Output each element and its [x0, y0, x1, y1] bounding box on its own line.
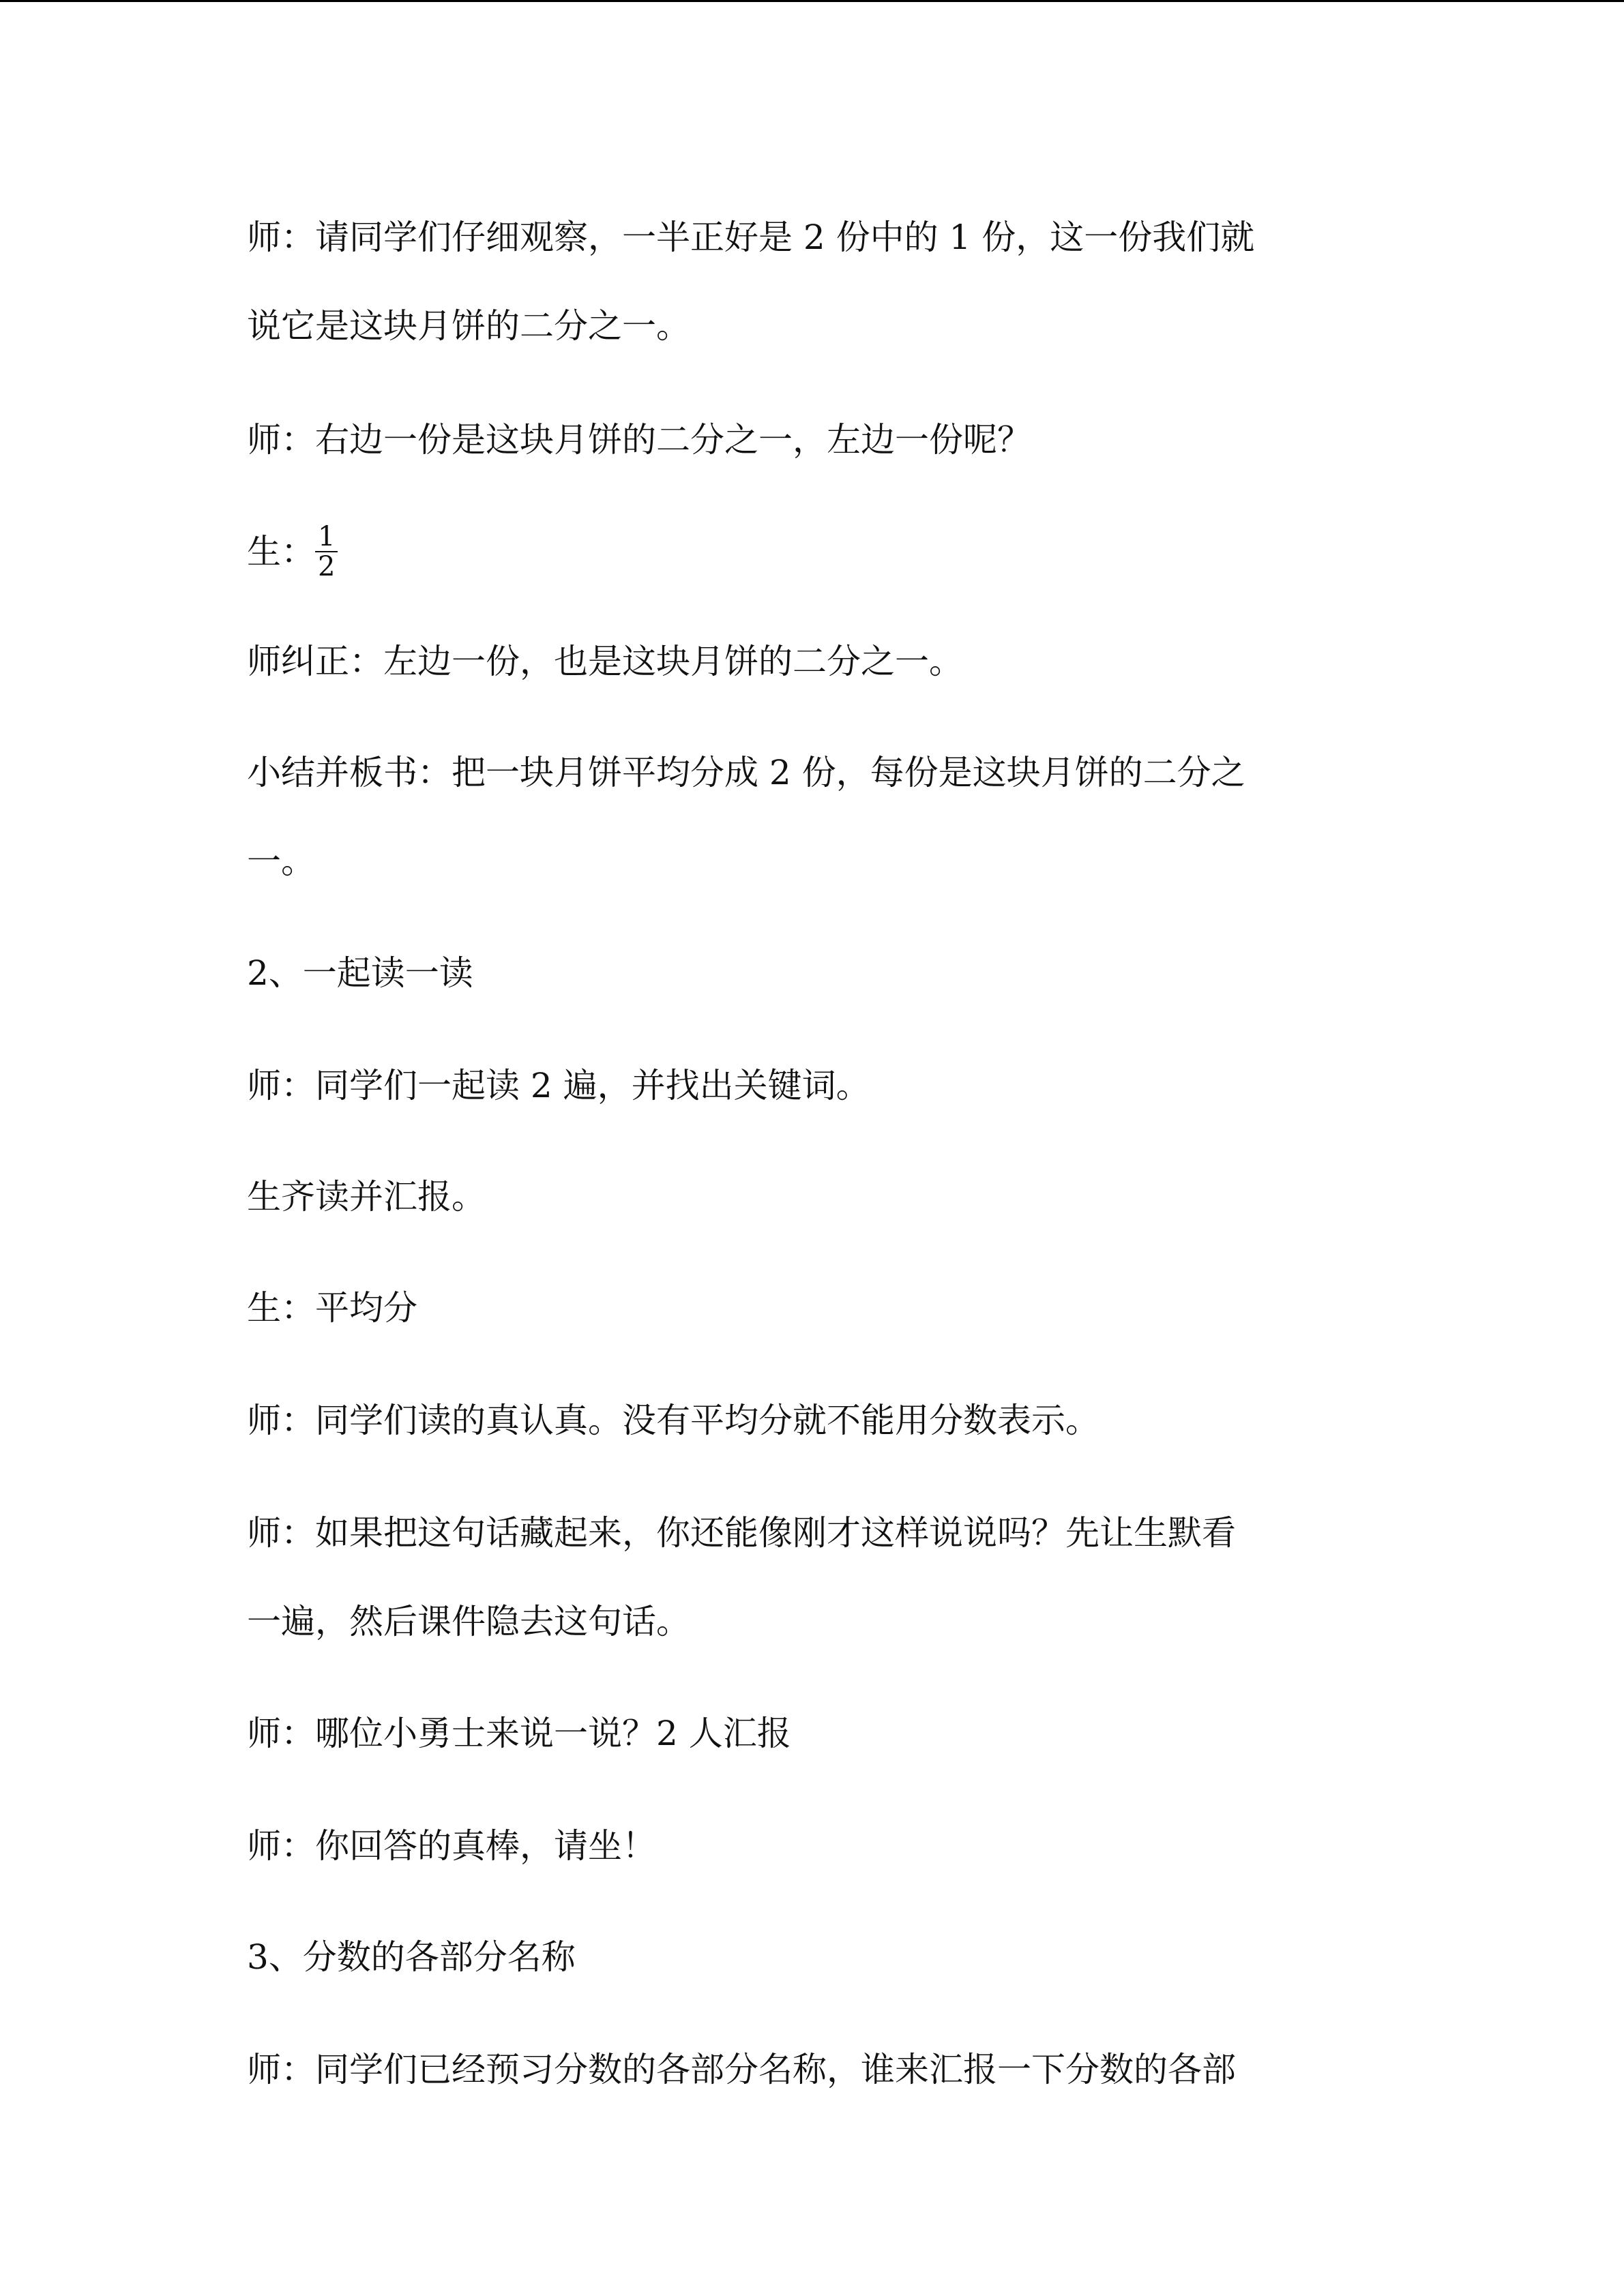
- fraction-numerator: 1: [315, 522, 338, 552]
- page-top-border: [0, 0, 1624, 2]
- paragraph-line: 师：右边一份是这块月饼的二分之一，左边一份呢？: [247, 420, 1031, 460]
- paragraph-line: 师：同学们一起读 2 遍，并找出关键词。: [247, 1066, 870, 1105]
- paragraph-line: 说它是这块月饼的二分之一。: [247, 306, 690, 346]
- section-heading: 2、一起读一读: [247, 953, 473, 993]
- fraction-one-half: [315, 522, 338, 581]
- student-answer-line: [247, 521, 338, 584]
- paragraph-line: 师：你回答的真棒，请坐！: [247, 1826, 656, 1866]
- paragraph-line: 小结并板书：把一块月饼平均分成 2 份，每份是这块月饼的二分之: [247, 753, 1245, 792]
- paragraph-line: 一。: [247, 841, 315, 881]
- paragraph-line: 师：如果把这句话藏起来，你还能像刚才这样说说吗？先让生默看: [247, 1513, 1236, 1553]
- paragraph-line: 师：同学们已经预习分数的各部分名称，谁来汇报一下分数的各部: [247, 2050, 1236, 2089]
- student-answer-prefix: 生：: [247, 532, 315, 571]
- paragraph-line: 生：平均分: [247, 1288, 417, 1328]
- paragraph-line: 一遍，然后课件隐去这句话。: [247, 1602, 690, 1641]
- paragraph-line: 生齐读并汇报。: [247, 1177, 486, 1217]
- paragraph-line: 师：哪位小勇士来说一说？2 人汇报: [247, 1714, 791, 1753]
- fraction-denominator: 2: [318, 551, 336, 582]
- section-heading: 3、分数的各部分名称: [247, 1937, 576, 1977]
- paragraph-line: 师：同学们读的真认真。没有平均分就不能用分数表示。: [247, 1401, 1099, 1440]
- paragraph-line: 师纠正：左边一份，也是这块月饼的二分之一。: [247, 642, 963, 681]
- paragraph-line: 师：请同学们仔细观察，一半正好是 2 份中的 1 份，这一份我们就: [247, 218, 1255, 257]
